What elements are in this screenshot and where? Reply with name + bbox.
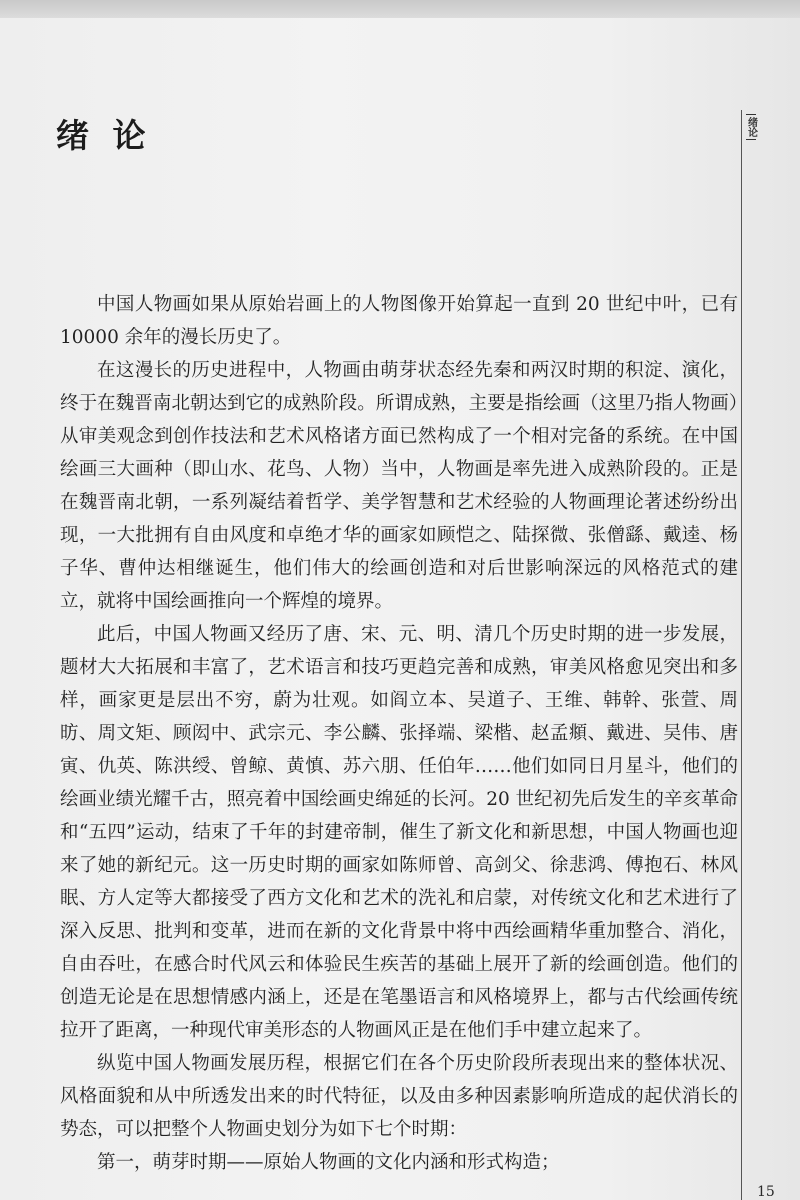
page-top-shadow [0,0,800,18]
page-number: 15 [757,1184,775,1200]
paragraph-4: 纵览中国人物画发展历程，根据它们在各个历史阶段所表现出来的整体状况、风格面貌和从中所透发出来的时代特征，以及由多种因素影响所造成的起伏消长的势态，可以把整个人物画史划分为如下七个时期： [60,1053,738,1140]
paragraph-1: 中国人物画如果从原始岩画上的人物图像开始算起一直到 20 世纪中叶，已有 10000 余年的漫长历史了。 [60,294,738,348]
book-page [0,18,800,1200]
running-head-top-bar [746,114,756,115]
paragraph-5: 第一，萌芽时期——原始人物画的文化内涵和形式构造； [97,1152,560,1173]
chapter-title: 绪 论 [56,116,152,155]
paragraph-2: 在这漫长的历史进程中，人物画由萌芽状态经先秦和两汉时期的积淀、演化，终于在魏晋南北朝达到它的成熟阶段。所谓成熟，主要是指绘画（这里乃指人物画）从审美观念到创作技法和艺术风格诸方面已然构成了一个相对完备的系统。在中国绘画三大画种（即山水、花鸟、人物）当中，人物画是率先进入成熟阶段的。正是在魏晋南北朝，一系列凝结着哲学、美学智慧和艺术经验的人物画理论著述纷纷出现，一大批拥有自由风度和卓绝才华的画家如顾恺之、陆探微、张僧繇、戴逵、杨子华、曹仲达相继诞生，他们伟大的绘画创造和对后世影响深远的风格范式的建立，就将中国绘画推向一个辉煌的境界。 [60,360,738,612]
running-head-text: 绪论 [745,117,757,137]
paragraph-3: 此后，中国人物画又经历了唐、宋、元、明、清几个历史时期的进一步发展，题材大大拓展和丰富了，艺术语言和技巧更趋完善和成熟，审美风格愈见突出和多样，画家更是层出不穷，蔚为壮观。如阎立本、吴道子、王维、韩幹、张萱、周昉、周文矩、顾闳中、武宗元、李公麟、张择端、梁楷、赵孟頫、戴进、吴伟、唐寅、仇英、陈洪绶、曾鲸、黄慎、苏六朋、任伯年……他们如同日月星斗，他们的绘画业绩光耀千古，照亮着中国绘画史绵延的长河。20 世纪初先后发生的辛亥革命和“五四”运动，结束了千年的封建帝制，催生了新文化和新思想，中国人物画也迎来了她的新纪元。这一历史时期的画家如陈师曾、高剑父、徐悲鸿、傅抱石、林风眠、方人定等大都接受了西方文化和艺术的洗礼和启蒙，对传统文化和艺术进行了深入反思、批判和变革，进而在新的文化背景中将中西绘画精华重加整合、消化，自由吞吐，在感合时代风云和体验民生疾苦的基础上展开了新的绘画创造。他们的创造无论是在思想情感内涵上，还是在笔墨语言和风格境界上，都与古代绘画传统拉开了距离，一种现代审美形态的人物画风正是在他们手中建立起来了。 [60,624,738,1041]
running-head [744,114,758,140]
running-head-bottom-bar [746,139,756,140]
body-text [60,288,738,1179]
margin-rule [741,110,742,1200]
